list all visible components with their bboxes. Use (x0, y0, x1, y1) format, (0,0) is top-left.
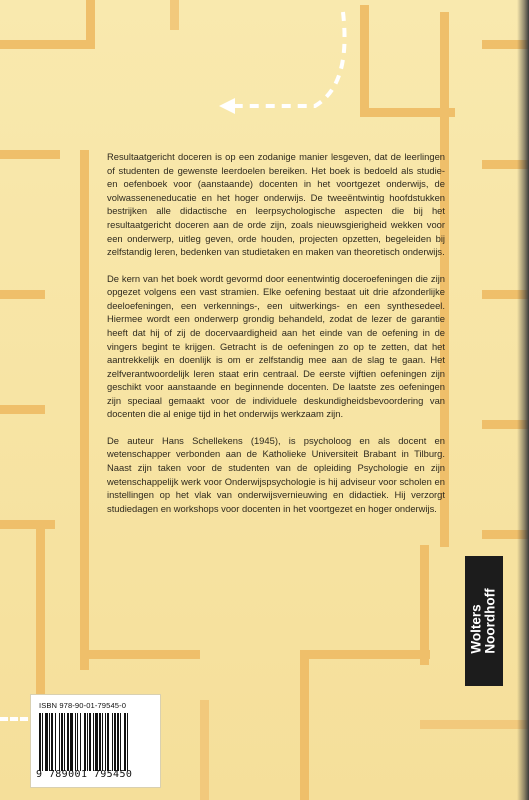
maze-line (200, 700, 209, 800)
maze-line (0, 40, 95, 49)
maze-line (0, 290, 45, 299)
dashed-path (215, 8, 365, 118)
blurb-paragraph: De auteur Hans Schellekens (1945), is psycholoog en als docent en wetenschapper verbonden aan de Katholieke Universiteit Brabant in Tilburg. Naast zijn taken voor de studenten van de opleiding Psychologie en zijn wetenschappelijk werk voor Onderwijspsychologie is hij adviseur voor scholen en instellingen op het vlak van onderwijsvernieuwing en didactiek. Hij verzorgt studiedagen en workshops voor docenten in het voortgezet en hoger onderwijs. (107, 434, 445, 514)
barcode-digits: 9 789001 795450 (36, 769, 133, 780)
maze-line (80, 650, 200, 659)
publisher-name-line2: Noordhoff (483, 588, 499, 654)
maze-line (300, 650, 309, 800)
publisher-logo (465, 556, 503, 686)
maze-line (86, 0, 95, 49)
maze-line (80, 150, 89, 670)
publisher-name-line1: Wolters (469, 604, 485, 654)
maze-line (0, 405, 45, 414)
barcode-box (30, 694, 161, 788)
maze-line (420, 545, 429, 665)
isbn-label: ISBN 978-90-01-79545-0 (39, 701, 127, 710)
spine-edge (517, 0, 529, 800)
maze-line (170, 0, 179, 30)
barcode-icon (39, 713, 152, 771)
maze-line (420, 720, 529, 729)
blurb-paragraph: De kern van het boek wordt gevormd door eenentwintig doceroefeningen die zijn opgezet volgens een vast stramien. Elke oefening bestaat uit drie afzonderlijke deeloefeningen, een verkennings-, een uitwerkings- en een synthesedeel. Hiermee wordt een onderwerp grondig behandeld, zodat de lezer de garantie heeft dat hij of zij de docervaardigheid aan het einde van de oefening in de vingers begint te krijgen. Getracht is de oefeningen zo op te zetten, dat het aantrekkelijk en doenlijk is om er zelfstandig mee aan de slag te gaan. Het zelfverantwoordelijk leren staat erin centraal. De eerste vijftien oefeningen zijn geschikt voor aanstaande en beginnende docenten. De laatste zes oefeningen zijn speciaal gemaakt voor de individuele deskundigheidsbevoordering van docenten die al enige tijd in het onderwijs werkzaam zijn. (107, 272, 445, 420)
maze-line (300, 650, 430, 659)
blurb (107, 150, 445, 528)
blurb-paragraph: Resultaatgericht doceren is op een zodanige manier lesgeven, dat de leerlingen of studenten de gewenste leerdoelen bereiken. Het boek is bedoeld als studie- en oefenboek voor (aanstaande) docenten in het voortgezet onderwijs, de volwasseneneducatie en het hoger onderwijs. De tweeëntwintig hoofdstukken bestrijken alle didactische en leerpsychologische aspecten die bij het resultaatgericht doceren aan de orde zijn, zoals nieuwsgierigheid wekken voor een onderwerp, uitleg geven, orde houden, projecten opzetten, begeleiden bij zelfstandig leren, bedenken van studietaken en maken van theoretisch onderwijs. (107, 151, 445, 258)
maze-line (36, 520, 45, 710)
maze-line (0, 520, 55, 529)
maze-line (0, 150, 60, 159)
dashed-path (0, 717, 28, 721)
